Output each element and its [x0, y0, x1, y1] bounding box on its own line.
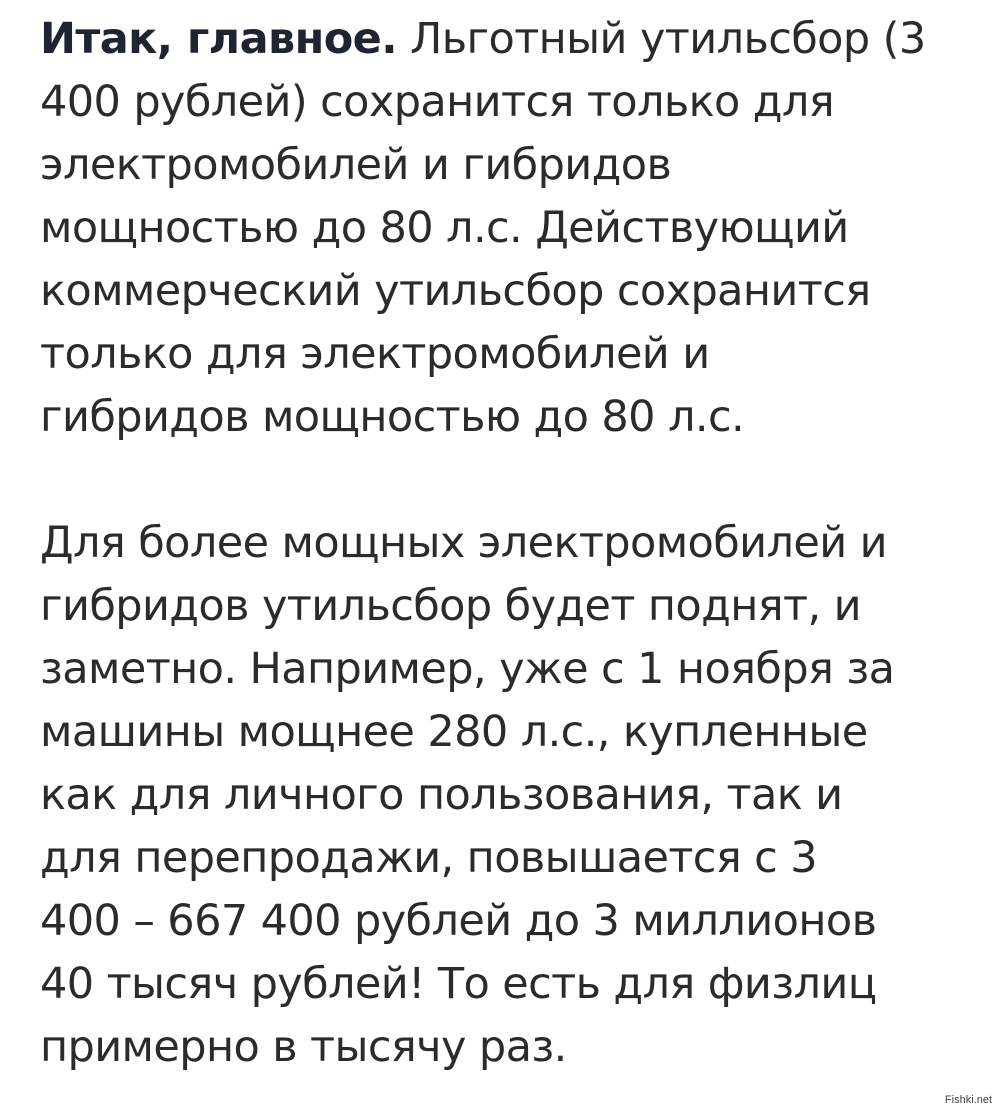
text-line: 40 тысяч рублей! То есть для физлиц [40, 959, 877, 1009]
article-body [40, 8, 940, 1079]
paragraph-main-point [40, 8, 940, 449]
paragraph-powerful-cars [40, 512, 940, 1079]
text-line: 400 рублей) сохранится только для [40, 77, 835, 127]
text-line: мощностью до 80 л.с. Действующий [40, 203, 849, 253]
text-line: заметно. Например, уже с 1 ноября за [40, 644, 895, 694]
text-line: 400 – 667 400 рублей до 3 миллионов [40, 896, 877, 946]
text-line [40, 8, 940, 71]
text-line: электромобилей и гибридов [40, 140, 672, 190]
watermark: Fishki.net [944, 1094, 992, 1106]
text-line: для перепродажи, повышается с 3 [40, 833, 818, 883]
text-line: коммерческий утильсбор сохранится [40, 266, 871, 316]
text-line-continuation: Льготный утильсбор (3 [410, 14, 926, 64]
text-line: примерно в тысячу раз. [40, 1022, 567, 1072]
text-line: Для более мощных электромобилей и [40, 518, 888, 568]
text-line: машины мощнее 280 л.с., купленные [40, 707, 868, 757]
text-line: как для личного пользования, так и [40, 770, 843, 820]
text-line: гибридов утильсбор будет поднят, и [40, 581, 861, 631]
text-line: только для электромобилей и [40, 329, 710, 379]
text-line: гибридов мощностью до 80 л.с. [40, 392, 745, 442]
lead-phrase: Итак, главное. [40, 14, 397, 64]
